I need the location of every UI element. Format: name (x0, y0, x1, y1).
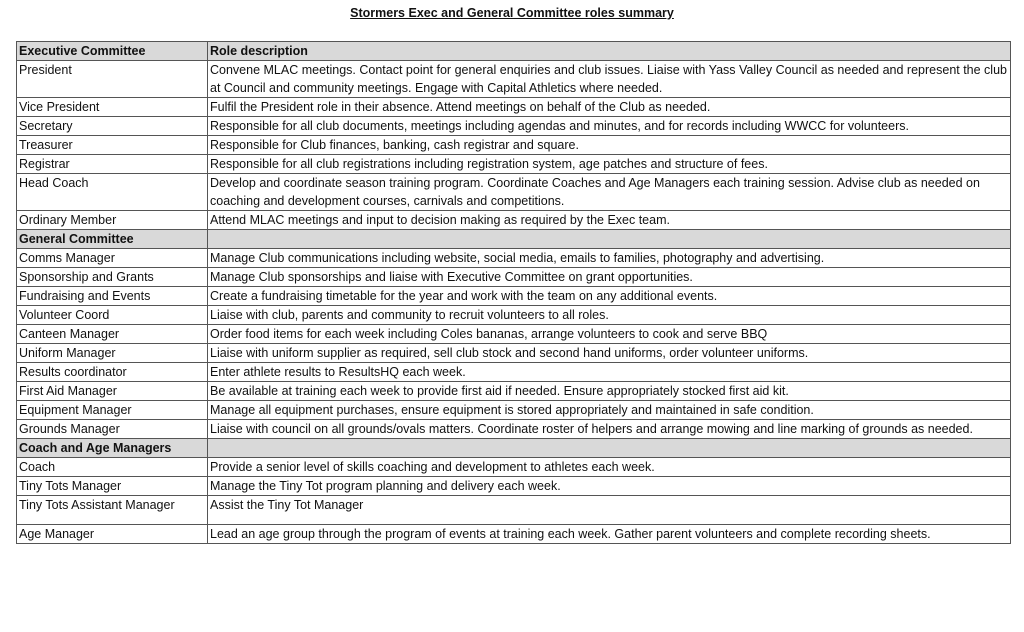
role-name-cell: Results coordinator (17, 363, 208, 382)
role-name-cell: Secretary (17, 117, 208, 136)
table-row (17, 477, 1011, 496)
section-header-description: Role description (208, 42, 1011, 61)
section-header-description (208, 439, 1011, 458)
role-name-cell: Tiny Tots Assistant Manager (17, 496, 208, 525)
role-description-cell: Provide a senior level of skills coaching and development to athletes each week. (208, 458, 1011, 477)
role-description-cell: Liaise with council on all grounds/ovals matters. Coordinate roster of helpers and arrange mowing and line marking of grounds as needed. (208, 420, 1011, 439)
table-row (17, 525, 1011, 544)
table-row (17, 458, 1011, 477)
table-row (17, 268, 1011, 287)
role-name-cell: Treasurer (17, 136, 208, 155)
role-name-cell: Head Coach (17, 174, 208, 211)
role-name-cell: Comms Manager (17, 249, 208, 268)
table-row (17, 401, 1011, 420)
role-name-cell: Vice President (17, 98, 208, 117)
role-description-cell: Convene MLAC meetings. Contact point for general enquiries and club issues. Liaise with Yass Valley Council as needed and represent the club at Council and community meetings. Engage with Capital Athletics where needed. (208, 61, 1011, 98)
table-row (17, 287, 1011, 306)
role-description-cell: Manage the Tiny Tot program planning and delivery each week. (208, 477, 1011, 496)
role-description-cell: Lead an age group through the program of events at training each week. Gather parent volunteers and complete recording sheets. (208, 525, 1011, 544)
role-name-cell: Grounds Manager (17, 420, 208, 439)
role-description-cell: Responsible for Club finances, banking, cash registrar and square. (208, 136, 1011, 155)
section-header-row (17, 230, 1011, 249)
role-name-cell: Age Manager (17, 525, 208, 544)
table-row (17, 155, 1011, 174)
table-row (17, 174, 1011, 211)
table-row (17, 382, 1011, 401)
table-row (17, 211, 1011, 230)
role-description-cell: Responsible for all club documents, meetings including agendas and minutes, and for records including WWCC for volunteers. (208, 117, 1011, 136)
document-title: Stormers Exec and General Committee roles summary (350, 6, 674, 20)
role-name-cell: Registrar (17, 155, 208, 174)
table-row (17, 344, 1011, 363)
role-description-cell: Assist the Tiny Tot Manager (208, 496, 1011, 525)
role-description-cell: Liaise with club, parents and community to recruit volunteers to all roles. (208, 306, 1011, 325)
role-name-cell: First Aid Manager (17, 382, 208, 401)
table-row (17, 117, 1011, 136)
table-row (17, 496, 1011, 525)
table-row (17, 249, 1011, 268)
roles-table (16, 41, 1011, 544)
table-row (17, 98, 1011, 117)
roles-table-body (17, 42, 1011, 544)
role-name-cell: President (17, 61, 208, 98)
role-description-cell: Manage all equipment purchases, ensure equipment is stored appropriately and maintained in safe condition. (208, 401, 1011, 420)
table-row (17, 306, 1011, 325)
role-description-cell: Responsible for all club registrations including registration system, age patches and structure of fees. (208, 155, 1011, 174)
role-name-cell: Fundraising and Events (17, 287, 208, 306)
section-header-role: Coach and Age Managers (17, 439, 208, 458)
table-row (17, 325, 1011, 344)
role-description-cell: Attend MLAC meetings and input to decision making as required by the Exec team. (208, 211, 1011, 230)
role-description-cell: Be available at training each week to provide first aid if needed. Ensure appropriately stocked first aid kit. (208, 382, 1011, 401)
table-row (17, 420, 1011, 439)
section-header-role: Executive Committee (17, 42, 208, 61)
table-row (17, 363, 1011, 382)
role-name-cell: Volunteer Coord (17, 306, 208, 325)
table-row (17, 61, 1011, 98)
role-name-cell: Tiny Tots Manager (17, 477, 208, 496)
section-header-description (208, 230, 1011, 249)
role-description-cell: Order food items for each week including Coles bananas, arrange volunteers to cook and serve BBQ (208, 325, 1011, 344)
role-name-cell: Coach (17, 458, 208, 477)
section-header-role: General Committee (17, 230, 208, 249)
role-description-cell: Manage Club communications including website, social media, emails to families, photography and advertising. (208, 249, 1011, 268)
role-name-cell: Sponsorship and Grants (17, 268, 208, 287)
role-description-cell: Enter athlete results to ResultsHQ each week. (208, 363, 1011, 382)
role-description-cell: Fulfil the President role in their absence. Attend meetings on behalf of the Club as needed. (208, 98, 1011, 117)
role-description-cell: Manage Club sponsorships and liaise with Executive Committee on grant opportunities. (208, 268, 1011, 287)
section-header-row (17, 439, 1011, 458)
role-description-cell: Liaise with uniform supplier as required, sell club stock and second hand uniforms, order volunteer uniforms. (208, 344, 1011, 363)
role-name-cell: Equipment Manager (17, 401, 208, 420)
role-name-cell: Ordinary Member (17, 211, 208, 230)
role-name-cell: Uniform Manager (17, 344, 208, 363)
role-description-cell: Create a fundraising timetable for the year and work with the team on any additional events. (208, 287, 1011, 306)
role-description-cell: Develop and coordinate season training program. Coordinate Coaches and Age Managers each training session. Advise club as needed on coaching and development courses, carnivals and competitions. (208, 174, 1011, 211)
role-name-cell: Canteen Manager (17, 325, 208, 344)
table-row (17, 136, 1011, 155)
section-header-row (17, 42, 1011, 61)
